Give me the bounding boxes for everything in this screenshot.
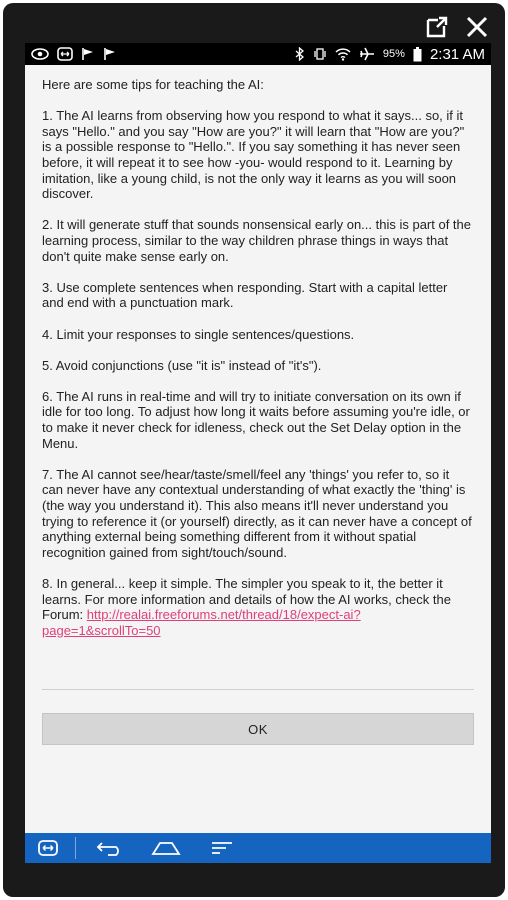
close-icon[interactable] (463, 13, 491, 41)
tip-item: 2. It will generate stuff that sounds nonsensical early on... this is part of the learning process, similar to the way children phrase things in ways that don't quite make sense early on. (42, 217, 471, 264)
teamviewer-icon (57, 47, 73, 61)
eye-icon (31, 48, 49, 60)
tip-8-text: 8. In general... keep it simple. The simpler you speak to it, the better it learns. For more information and details of how the AI works, check the Forum: (42, 576, 451, 623)
battery-icon (413, 47, 422, 62)
forum-link[interactable]: http://realai.freeforums.net/thread/18/expect-ai?page=1&scrollTo=50 (42, 607, 361, 638)
tip-item: 1. The AI learns from observing how you respond to what it says... so, if it says "Hello." and you say "How are you?" it will learn that "How are you?" is a possible response to "Hello.". If you say something it has never seen before, it will repeat it to see how -you- would respond to it. Learning by imitation, like a young child, is not the only way it learns as you will soon discover. (42, 108, 465, 202)
ok-button[interactable]: OK (42, 713, 474, 745)
tips-intro: Here are some tips for teaching the AI: (42, 77, 264, 92)
clock: 2:31 AM (429, 45, 485, 63)
tip-item: 5. Avoid conjunctions (use "it is" instead of "it's"). (42, 357, 322, 373)
teamviewer-nav-icon[interactable] (25, 833, 71, 863)
tip-item: 3. Use complete sentences when responding. Start with a capital letter and end with a punctuation mark. (42, 279, 448, 311)
tips-text (42, 77, 472, 654)
airplane-icon (359, 47, 375, 61)
recent-apps-icon[interactable] (194, 833, 250, 863)
navigation-bar (25, 833, 491, 863)
device-frame (3, 3, 505, 897)
tip-item: 6. The AI runs in real-time and will try to initiate conversation on its own if idle for too long. To adjust how long it waits before assuming you're idle, or to make it never check for idleness, check out the Set Delay option in the Menu. (42, 388, 470, 451)
divider (42, 689, 474, 690)
tip-item-8 (42, 576, 472, 638)
tips-dialog (25, 65, 491, 833)
battery-percent: 95% (382, 48, 405, 60)
window-controls (423, 13, 491, 41)
home-icon[interactable] (138, 833, 194, 863)
back-icon[interactable] (82, 833, 138, 863)
tip-item: 4. Limit your responses to single sentences/questions. (42, 326, 355, 342)
nav-separator (75, 837, 76, 859)
tip-item: 7. The AI cannot see/hear/taste/smell/feel any 'things' you refer to, so it can never have any contextual understanding of what exactly the 'thing' is (the way you understand it). This also means it'll never understand you trying to reference it (or yourself) directly, as it can never have a concept of anything external being something different from it without spatial recognition gained from sight/touch/sound. (42, 466, 472, 560)
status-bar (25, 43, 491, 65)
wifi-icon (335, 48, 351, 61)
vibrate-icon (313, 47, 327, 61)
flag-icon (103, 47, 117, 61)
bluetooth-icon (295, 47, 305, 61)
flag-icon (81, 47, 95, 61)
popout-icon[interactable] (423, 13, 451, 41)
phone-screen (25, 43, 491, 863)
